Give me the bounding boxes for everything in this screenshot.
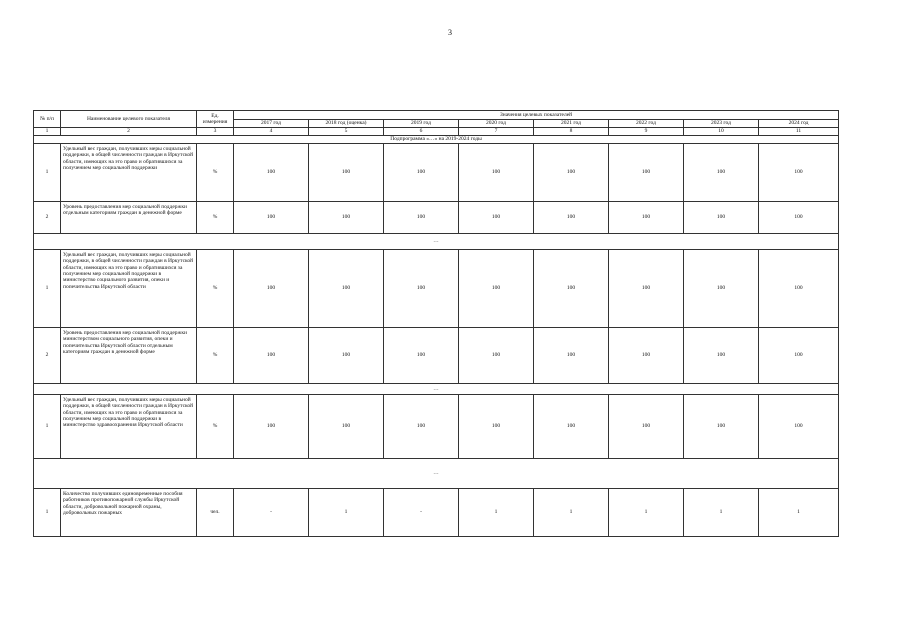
value-cell: 100 (534, 144, 609, 202)
value-cell: 1 (609, 489, 684, 537)
value-cell: 100 (309, 328, 384, 384)
header-year: 2019 год (384, 120, 459, 128)
header-year: 2022 год (609, 120, 684, 128)
table-row (34, 489, 839, 537)
unit-cell: % (197, 395, 234, 459)
header-year: 2021 год (534, 120, 609, 128)
indicator-name: Удельный вес граждан, получивших меры социальной поддержки, в общей численности граждан в Иркутской области, имеющих на это право и обратившихся за получением мер социальной поддержки в министерство здравоохранения Иркутской области (61, 395, 197, 459)
header-unit: Ед. измерения (197, 111, 234, 128)
indicator-name: Количество получивших единовременные пособия работников противопожарной службы Иркутской области, добровольной пожарной охраны, добровольных пожарных (61, 489, 197, 537)
value-cell: 100 (684, 202, 759, 234)
header-num: № п/п (34, 111, 61, 128)
value-cell: 100 (684, 395, 759, 459)
section-row (34, 136, 839, 144)
value-cell: 100 (234, 250, 309, 328)
header-values-group: Значения целевых показателей (234, 111, 839, 120)
value-cell: 100 (384, 328, 459, 384)
unit-cell: % (197, 202, 234, 234)
value-cell: 100 (234, 144, 309, 202)
row-num: 2 (34, 202, 61, 234)
value-cell: 100 (459, 202, 534, 234)
indicator-name: Уровень предоставления мер социальной поддержки министерством социального развития, опеки и попечительства Иркутской области отдельным категориям граждан в денежной форме (61, 328, 197, 384)
row-num: 1 (34, 144, 61, 202)
value-cell: 100 (684, 250, 759, 328)
header-year: 2018 год (оценка) (309, 120, 384, 128)
section-row (34, 459, 839, 489)
header-year: 2017 год (234, 120, 309, 128)
value-cell: - (384, 489, 459, 537)
value-cell: - (234, 489, 309, 537)
value-cell: 100 (459, 395, 534, 459)
value-cell: 100 (684, 328, 759, 384)
value-cell: 100 (609, 202, 684, 234)
unit-cell: % (197, 328, 234, 384)
value-cell: 100 (609, 395, 684, 459)
value-cell: 100 (309, 395, 384, 459)
value-cell: 100 (234, 328, 309, 384)
row-num: 2 (34, 328, 61, 384)
value-cell: 1 (684, 489, 759, 537)
value-cell: 1 (459, 489, 534, 537)
table-row (34, 202, 839, 234)
value-cell: 100 (234, 202, 309, 234)
value-cell: 100 (684, 144, 759, 202)
value-cell: 100 (759, 144, 839, 202)
column-index: 1 (34, 128, 61, 136)
column-index: 5 (309, 128, 384, 136)
header-name: Наименование целевого показателя (61, 111, 197, 128)
table-row (34, 328, 839, 384)
value-cell: 100 (609, 250, 684, 328)
value-cell: 100 (534, 250, 609, 328)
table-row (34, 250, 839, 328)
value-cell: 100 (459, 328, 534, 384)
value-cell: 100 (759, 395, 839, 459)
value-cell: 100 (309, 202, 384, 234)
column-index: 4 (234, 128, 309, 136)
header-year: 2023 год (684, 120, 759, 128)
value-cell: 100 (459, 250, 534, 328)
section-title: … (34, 384, 839, 395)
row-num: 1 (34, 395, 61, 459)
value-cell: 100 (609, 328, 684, 384)
section-title: Подпрограмма «…» на 2019-2024 годы (34, 136, 839, 144)
table-row (34, 144, 839, 202)
section-title: … (34, 234, 839, 250)
header-year: 2020 год (459, 120, 534, 128)
value-cell: 100 (309, 250, 384, 328)
column-index: 10 (684, 128, 759, 136)
value-cell: 100 (759, 328, 839, 384)
column-index: 9 (609, 128, 684, 136)
target-indicators-table (33, 110, 839, 537)
unit-cell: % (197, 144, 234, 202)
column-index: 11 (759, 128, 839, 136)
page-number: 3 (448, 28, 452, 37)
section-row (34, 234, 839, 250)
value-cell: 1 (534, 489, 609, 537)
unit-cell: чел. (197, 489, 234, 537)
table-row (34, 395, 839, 459)
section-title: … (34, 459, 839, 489)
column-index: 7 (459, 128, 534, 136)
row-num: 1 (34, 250, 61, 328)
value-cell: 100 (534, 328, 609, 384)
row-num: 1 (34, 489, 61, 537)
value-cell: 100 (384, 250, 459, 328)
value-cell: 1 (309, 489, 384, 537)
indicator-name: Удельный вес граждан, получивших меры социальной поддержки, в общей численности граждан в Иркутской области, имеющих на это право и обратившихся за получением мер социальной поддержки в министерство социального развития, опеки и попечительства Иркутской области (61, 250, 197, 328)
value-cell: 100 (759, 250, 839, 328)
column-index: 2 (61, 128, 197, 136)
unit-cell: % (197, 250, 234, 328)
column-index: 6 (384, 128, 459, 136)
value-cell: 1 (759, 489, 839, 537)
value-cell: 100 (534, 395, 609, 459)
column-index: 3 (197, 128, 234, 136)
indicator-name: Уровень предоставления мер социальной поддержки отдельным категориям граждан в денежной форме (61, 202, 197, 234)
section-row (34, 384, 839, 395)
value-cell: 100 (534, 202, 609, 234)
value-cell: 100 (459, 144, 534, 202)
value-cell: 100 (384, 395, 459, 459)
indicator-name: Удельный вес граждан, получивших меры социальной поддержки, в общей численности граждан в Иркутской области, имеющих на это право и обратившихся за получением мер социальной поддержки (61, 144, 197, 202)
value-cell: 100 (234, 395, 309, 459)
value-cell: 100 (759, 202, 839, 234)
header-year: 2024 год (759, 120, 839, 128)
value-cell: 100 (609, 144, 684, 202)
value-cell: 100 (384, 202, 459, 234)
column-index: 8 (534, 128, 609, 136)
value-cell: 100 (384, 144, 459, 202)
value-cell: 100 (309, 144, 384, 202)
